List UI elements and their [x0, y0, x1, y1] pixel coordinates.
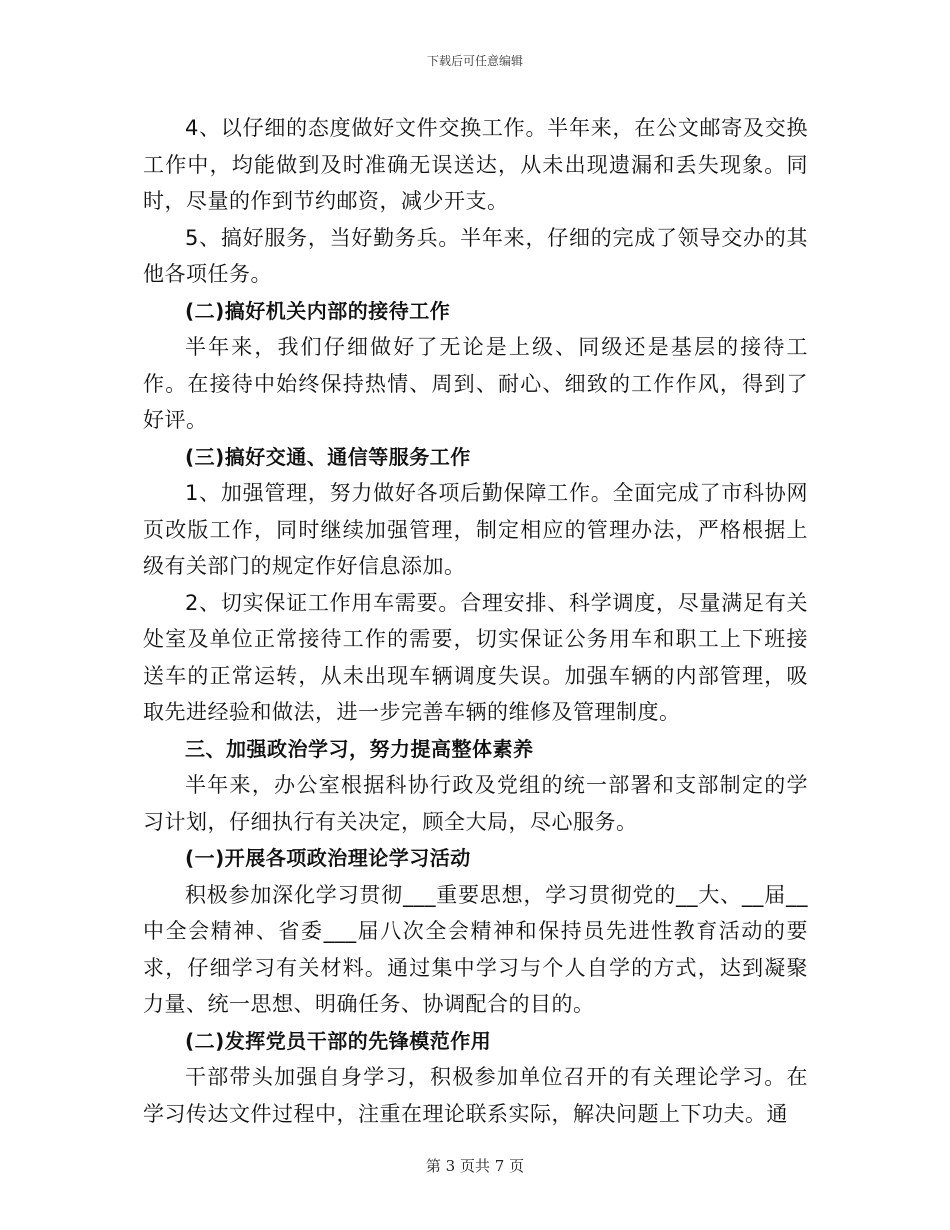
- heading-reception: (二)搞好机关内部的接待工作: [185, 298, 451, 323]
- paragraph-management: 1、加强管理，努力做好各项后勤保障工作。全面完成了市科协网页改版工作，同时继续加强管理，制定相应的管理办法，严格根据上级有关部门的规定作好信息添加。: [143, 481, 808, 578]
- heading-theory-activities: (一)开展各项政治理论学习活动: [185, 846, 471, 870]
- page-number: 第 3 页共 7 页: [425, 1157, 525, 1175]
- heading-transport: (三)搞好交通、通信等服务工作: [185, 444, 471, 469]
- heading-cadre-role: (二)发挥党员干部的先锋模范作用: [185, 1028, 492, 1053]
- paragraph-service: 5、搞好服务，当好勤务兵。半年来，仔细的完成了领导交办的其他各项任务。: [143, 225, 808, 286]
- paragraph-study-plan: 半年来，办公室根据科协行政及党组的统一部署和支部制定的学习计划，仔细执行有关决定，顾全大局，尽心服务。: [143, 773, 808, 834]
- heading-political-study: 三、加强政治学习，努力提高整体素养: [185, 736, 534, 761]
- paragraph-file-exchange: 4、以仔细的态度做好文件交换工作。半年来，在公文邮寄及交换工作中，均能做到及时准确无误送达，从未出现遗漏和丢失现象。同时，尽量的作到节约邮资，减少开支。: [143, 116, 808, 213]
- paragraph-theory-activities: 积极参加深化学习贯彻___重要思想，学习贯彻党的__大、__届__中全会精神、省委___届八次全会精神和保持员先进性教育活动的要求，仔细学习有关材料。通过集中学习与个人自学的方式，达到凝聚力量、统一思想、明确任务、协调配合的目的。: [143, 882, 808, 1016]
- paragraph-reception: 半年来，我们仔细做好了无论是上级、同级还是基层的接待工作。在接待中始终保持热情、周到、耐心、细致的工作作风，得到了好评。: [143, 335, 808, 432]
- paragraph-cadre-role: 干部带头加强自身学习，积极参加单位召开的有关理论学习。在学习传达文件过程中，注重在理论联系实际，解决问题上下功夫。通: [143, 1065, 808, 1126]
- document-body: [143, 110, 808, 1132]
- paragraph-vehicles: 2、切实保证工作用车需要。合理安排、科学调度，尽量满足有关处室及单位正常接待工作的需要，切实保证公务用车和职工上下班接送车的正常运转，从未出现车辆调度失误。加强车辆的内部管理，吸取先进经验和做法，进一步完善车辆的维修及管理制度。: [143, 590, 808, 724]
- page-header: 下载后可任意编辑: [426, 54, 523, 68]
